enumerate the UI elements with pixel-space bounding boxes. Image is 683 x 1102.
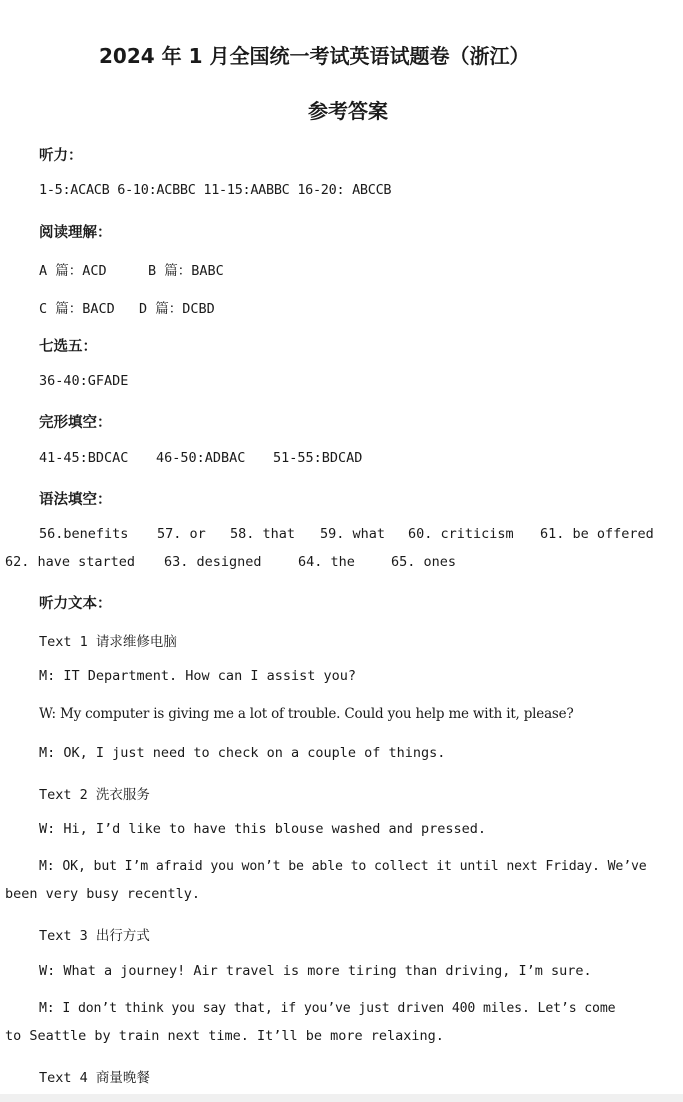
reading-answer-c: C 篇：BACD [39,301,115,317]
grammar-answer-58: 58. that [230,526,296,542]
grammar-answer-61: 61. be offered [540,526,654,542]
grammar-answer-60: 60. criticism [408,526,514,542]
transcript-heading: 听力文本： [39,596,112,612]
text3-title: Text 3 出行方式 [39,928,150,944]
listening-heading: 听力： [39,148,83,164]
reading-answer-b: B 篇：BABC [148,263,224,279]
document-title: 2024 年 1 月全国统一考试英语试题卷（浙江） [99,44,530,68]
listening-answers: 1-5:ACACB 6-10:ACBBC 11-15:AABBC 16-20: ABCCB [39,182,392,198]
text3-line-m1-part1: M: I don’t think you say that, if you’ve just driven 400 miles. Let’s come [39,1001,616,1016]
grammar-answer-62: 62. have started [5,554,136,570]
text2-title: Text 2 洗衣服务 [39,787,150,803]
grammar-answer-65: 65. ones [391,554,457,570]
grammar-answer-63: 63. designed [164,554,262,570]
grammar-answer-57: 57. or [157,526,206,542]
text3-line-w1: W: What a journey! Air travel is more tiring than driving, I’m sure. [39,963,592,979]
cloze-answers-41-45: 41-45:BDCAC [39,450,129,466]
text1-title: Text 1 请求维修电脑 [39,634,177,650]
text2-line-w1: W: Hi, I’d like to have this blouse washed and pressed. [39,821,487,837]
text2-line-m1-part1: M: OK, but I’m afraid you won’t be able to collect it until next Friday. We’ve [39,859,647,874]
seven-five-heading: 七选五： [39,339,97,355]
page-bottom-edge [0,1094,683,1102]
seven-five-answers: 36-40:GFADE [39,373,129,389]
text1-line-m2: M: OK, I just need to check on a couple of things. [39,745,446,761]
text4-title: Text 4 商量晚餐 [39,1070,150,1086]
cloze-answers-46-50: 46-50:ADBAC [156,450,246,466]
text3-line-m1-part2: to Seattle by train next time. It’ll be more relaxing. [5,1028,444,1044]
cloze-heading: 完形填空： [39,415,112,431]
document-subtitle: 参考答案 [308,99,388,123]
text2-line-m1-part2: been very busy recently. [5,886,201,902]
reading-answer-d: D 篇：DCBD [139,301,215,317]
text1-line-m1: M: IT Department. How can I assist you? [39,668,356,684]
cloze-answers-51-55: 51-55:BDCAD [273,450,363,466]
grammar-heading: 语法填空： [39,492,112,508]
reading-answer-a: A 篇：ACD [39,263,107,279]
reading-heading: 阅读理解： [39,225,112,241]
grammar-answer-56: 56.benefits [39,526,129,542]
grammar-answer-59: 59. what [320,526,386,542]
grammar-answer-64: 64. the [298,554,355,570]
text1-line-w1: W: My computer is giving me a lot of trouble. Could you help me with it, please? [39,706,574,722]
